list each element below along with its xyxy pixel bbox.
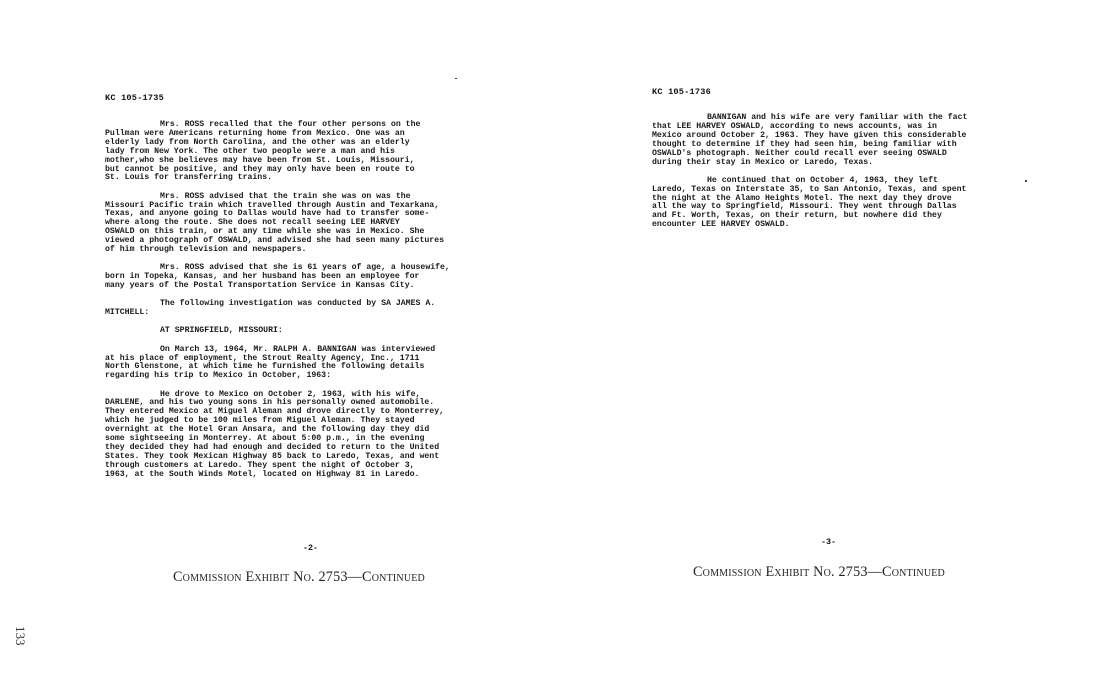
page-number: -3-	[821, 537, 837, 547]
paragraph: He continued that on October 4, 1963, they left Laredo, Texas on Interstate 35, to San Antonio, Texas, and spent the night at the Alamo Heights Motel. The next day they drove all the way to Springfield, Missouri. They went through Dallas and Ft. Worth, Texas, on their return, but nowhere did they encounter LEE HARVEY OSWALD.	[652, 175, 967, 230]
paragraph: On March 13, 1964, Mr. RALPH A. BANNIGAN was interviewed at his place of employment, the Strout Realty Agency, Inc., 1711 North Glenstone, at which time he furnished the following details regarding his trip to Mexico in October, 1963:	[105, 344, 436, 381]
page-number: -2-	[303, 543, 319, 553]
exhibit-caption: Commission Exhibit No. 2753—Continued	[693, 564, 945, 580]
file-number: KC 105-1735	[105, 93, 164, 103]
page-body	[652, 114, 1022, 239]
scan-speck	[455, 78, 457, 79]
paragraph: BANNIGAN and his wife are very familiar with the fact that LEE HARVEY OSWALD, according to news accounts, was in Mexico around October 2, 1963. They have given this considerable thought to determine if they had seen him, being familiar with OSWALD's photograph. Neither could recall ever seeing OSWALD during their stay in Mexico or Laredo, Texas.	[652, 113, 968, 167]
paragraph-continuation: MITCHELL:	[105, 308, 150, 318]
page-body	[105, 121, 480, 489]
file-number: KC 105-1736	[652, 87, 711, 97]
paragraph: The following investigation was conducted by SA JAMES A.	[160, 299, 436, 309]
section-heading: AT SPRINGFIELD, MISSOURI:	[160, 326, 283, 336]
margin-page-number: 133	[13, 626, 28, 646]
paragraph: Mrs. ROSS advised that she is 61 years of age, a housewife, born in Topeka, Kansas, and her husband has been an employee for many years of the Postal Transportation Service in Kansas City.	[105, 263, 450, 291]
paragraph: He drove to Mexico on October 2, 1963, with his wife, DARLENE, and his two young sons in his personally owned automobile. They entered Mexico at Miguel Aleman and drove directly to Monterrey, which he judged to be 100 miles from Miguel Aleman. They stayed overnight at the Hotel Gran Ansara, and the following day they did some sightseeing in Monterrey. At about 5:00 p.m., in the evening they decided they had had enough and decided to return to the United States. They took Mexican Highway 85 back to Laredo, Texas, and went through customers at Laredo. They spent the night of October 3, 1963, at the South Winds Motel, located on Highway 81 in Laredo.	[105, 389, 445, 479]
paragraph: Mrs. ROSS recalled that the four other persons on the Pullman were Americans returning home from Mexico. One was an elderly lady from North Carolina, and the other was an elderly lady from New York. The other two people were a man and his mother,who she believes may have been from St. Louis, Missouri, but cannot be positive, and they may only have been en route to St. Louis for transferring trains.	[105, 120, 421, 183]
paragraph: Mrs. ROSS advised that the train she was on was the Missouri Pacific train which travelled through Austin and Texarkana, Texas, and anyone going to Dallas would have had to transfer some- where along the route. She does not recall seeing LEE HARVEY OSWALD on this train, or at any time while she was in Mexico. She viewed a photograph of OSWALD, and advised she had seen many pictures of him through television and newspapers.	[105, 191, 445, 255]
scan-speck	[1025, 180, 1027, 182]
exhibit-caption: Commission Exhibit No. 2753—Continued	[173, 569, 425, 585]
right-page	[560, 0, 1094, 691]
